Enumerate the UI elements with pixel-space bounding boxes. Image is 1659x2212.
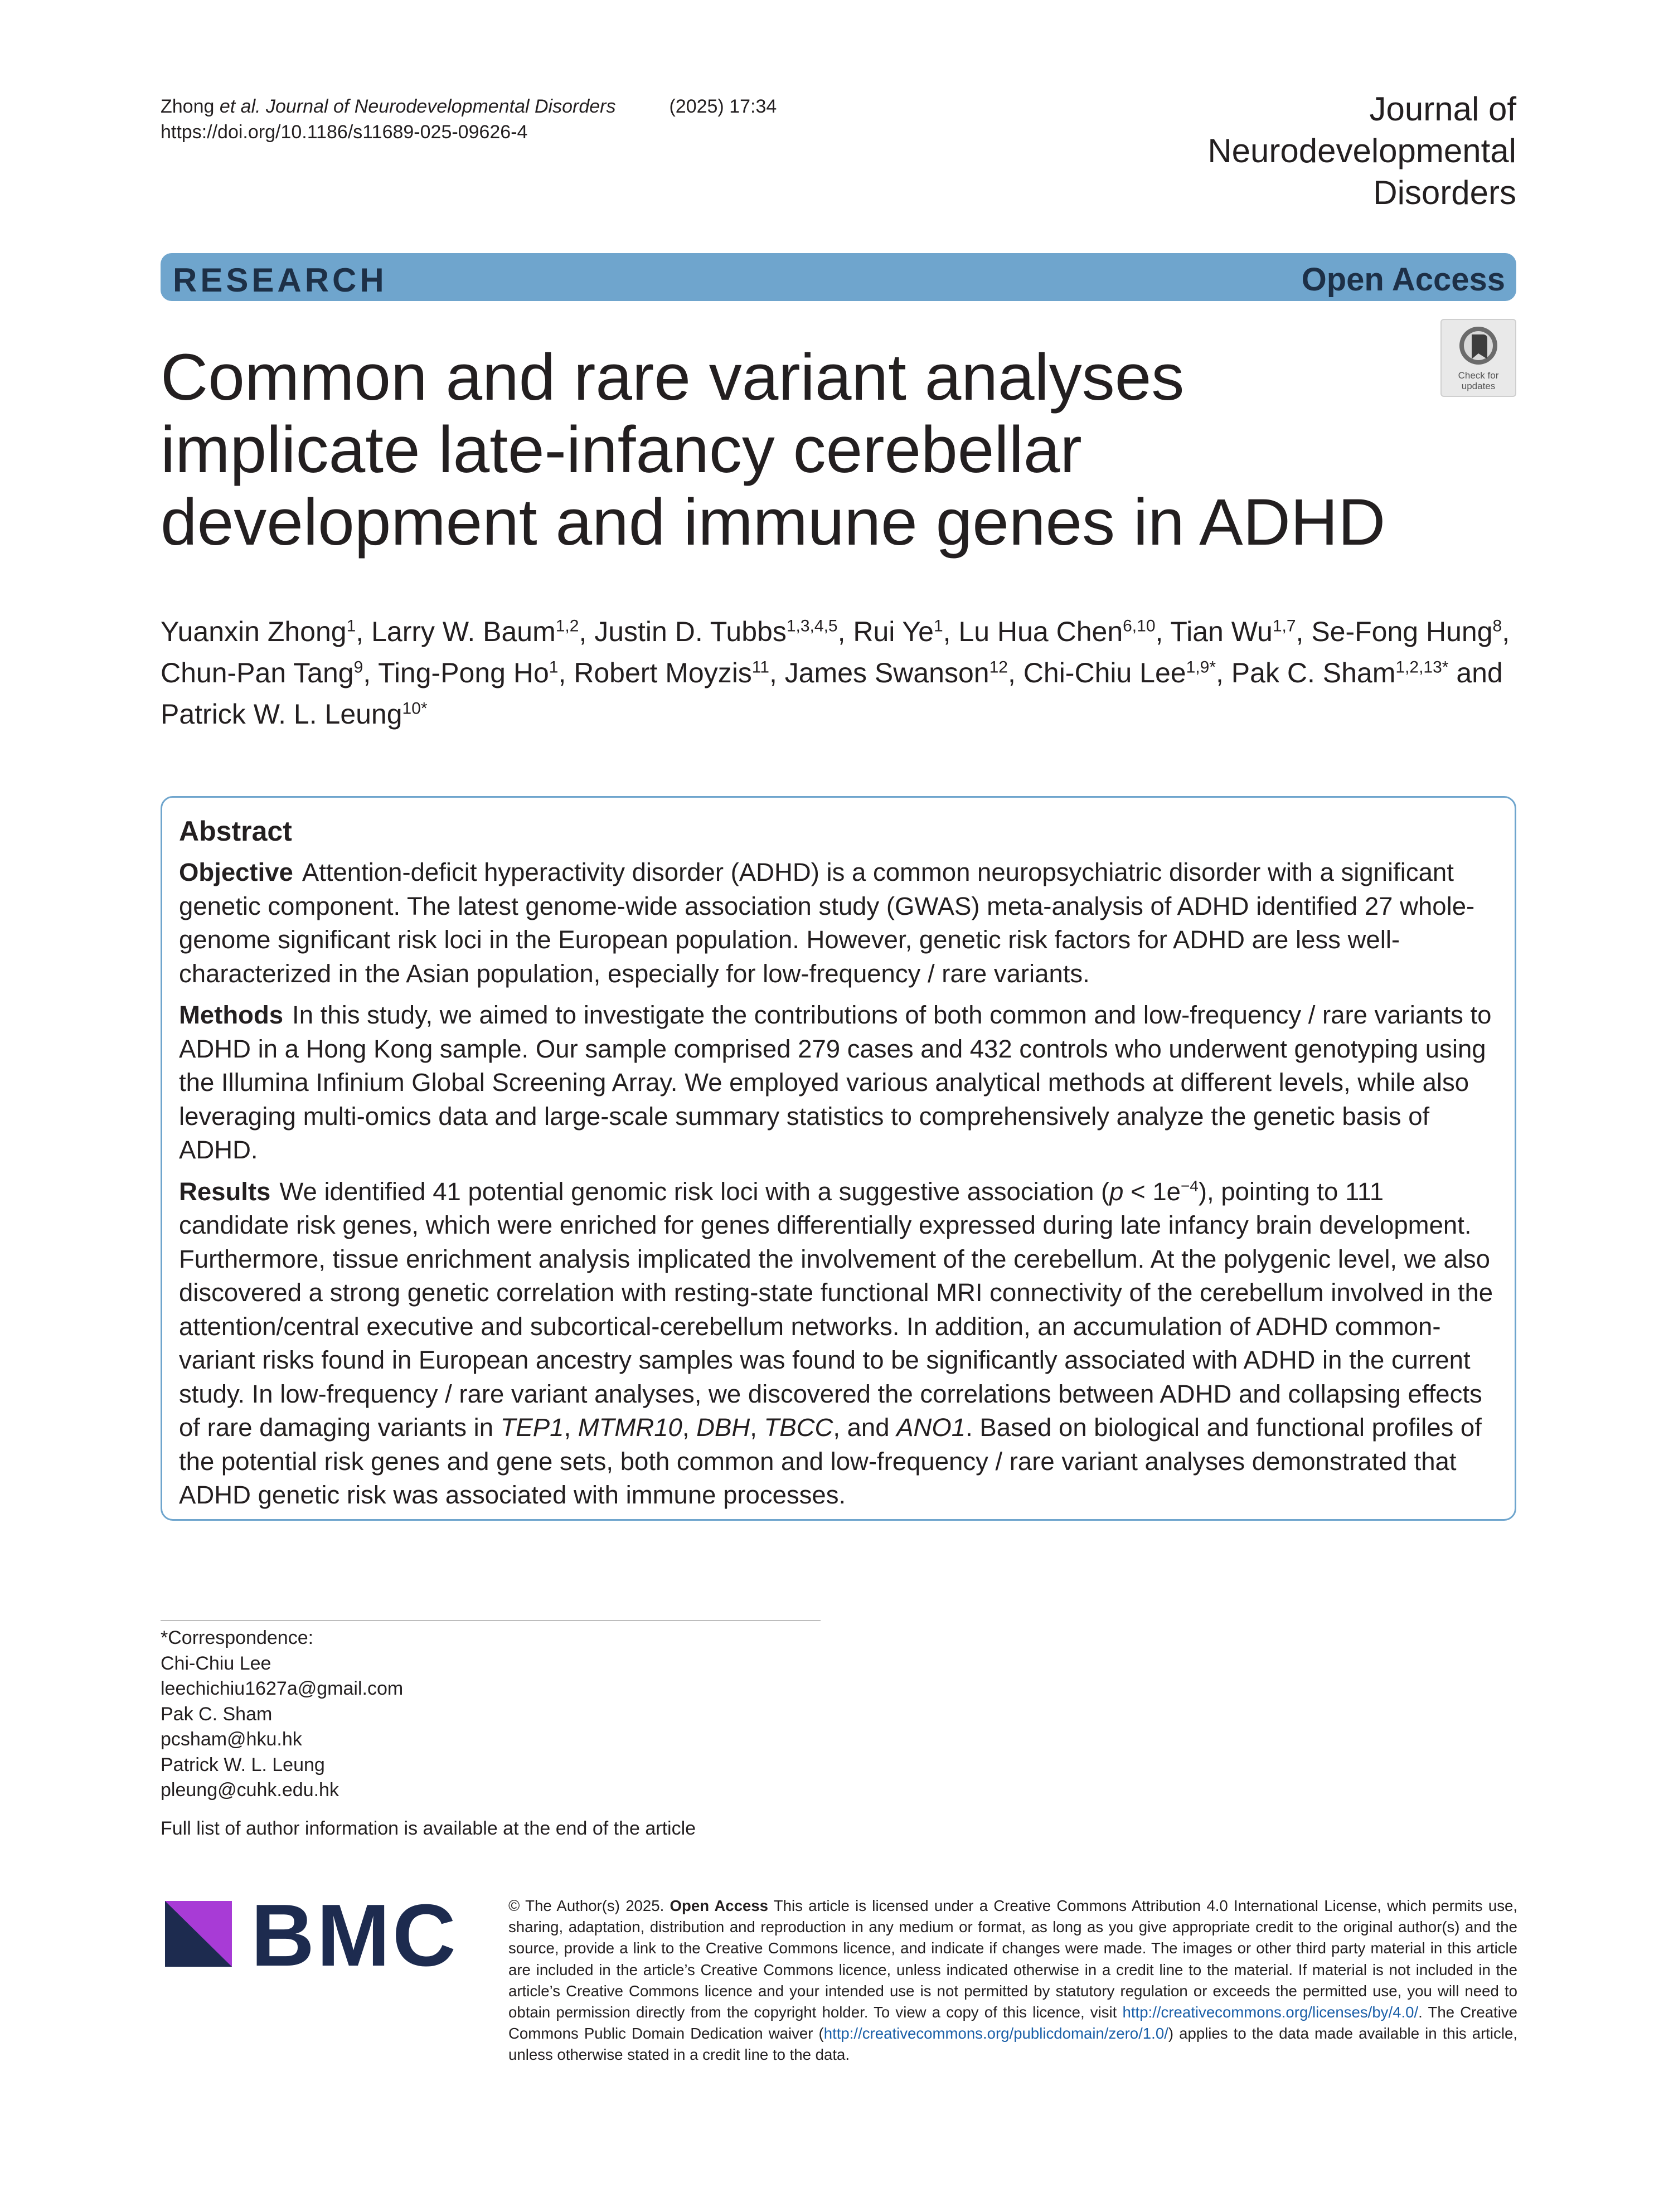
check-updates-text [1442, 370, 1515, 391]
correspondence-name: Pak C. Sham [161, 1703, 273, 1725]
author-separator: , [356, 616, 372, 647]
check-updates-icon [1442, 320, 1517, 370]
results-text: We identified 41 potential genomic risk loci with a suggestive association ( [279, 1177, 1110, 1206]
citation-volume: (2025) 17:34 [669, 96, 777, 117]
copyright: © The Author(s) 2025. [508, 1897, 664, 1914]
methods-text: In this study, we aimed to investigate the contributions of both common and low-frequency / rare variants to ADHD in a Hong Kong sample. Our sample comprised 279 cases and 432 controls who underwent genotyping using the Illumina Infinium Global Screening Array. We employed various analytical methods at different levels, while also leveraging multi-omics data and large-scale summary statistics to comprehensively analyze the genetic basis of ADHD. [179, 1001, 1492, 1164]
check-updates-line: updates [1461, 381, 1496, 391]
objective-text: Attention-deficit hyperactivity disorder (ADHD) is a common neuropsychiatric disorder with a significant genetic component. The latest genome-wide association study (GWAS) meta-analysis of ADHD identified 27 whole-genome significant risk loci in the European population. However, genetic risk factors for ADHD are less well-characterized in the Asian population, especially for low-frequency / rare variants. [179, 858, 1475, 988]
author-name: Chi-Chiu Lee [1023, 657, 1186, 688]
correspondence-name: Chi-Chiu Lee [161, 1652, 271, 1674]
results-text: . Based on biological and functional profiles of the potential risk genes and gene sets, both common and low-frequency / rare variant analyses demonstrated that ADHD genetic risk was associated with immune processes. [179, 1413, 1482, 1509]
author-name: Ting-Pong Ho [378, 657, 549, 688]
abstract-box [161, 796, 1516, 1521]
author-affiliation: 1,2,13* [1395, 658, 1449, 677]
author-affiliation: 11 [751, 658, 769, 677]
author-name: Larry W. Baum [371, 616, 556, 647]
author-affiliation: 1,2 [555, 617, 579, 636]
citation-journal: et al. Journal of Neurodevelopmental Disorders [219, 96, 616, 117]
journal-name [1207, 88, 1516, 214]
author-separator: , [558, 657, 574, 688]
results-text: ), pointing to 111 candidate risk genes, which were enriched for genes differentially expressed during late infancy brain development. Furthermore, tissue enrichment analysis implicated the involvement of the cerebellum. At the polygenic level, we also discovered a strong genetic correlation with resting-state functional MRI connectivity of the cerebellum involved in the attention/central executive and subcortical-cerebellum networks. In addition, an accumulation of ADHD common-variant risks found in European ancestry samples was found to be significantly associated with ADHD in the current study. In low-frequency / rare variant analyses, we discovered the correlations between ADHD and collapsing effects of rare damaging variants in [179, 1177, 1493, 1442]
license-open-access: Open Access [670, 1897, 768, 1914]
author-affiliation: 1,7 [1272, 617, 1296, 636]
results-text: < 1e [1123, 1177, 1181, 1206]
author-affiliation: 1 [346, 617, 356, 636]
abstract-objective [179, 856, 1496, 991]
methods-label: Methods [179, 1001, 284, 1029]
author-name: Robert Moyzis [574, 657, 752, 688]
author-separator: , [1296, 616, 1312, 647]
author-separator: , [363, 657, 379, 688]
section-banner [161, 253, 1516, 301]
open-access-label: Open Access [1301, 261, 1505, 298]
author-name: Patrick W. L. Leung [161, 698, 402, 730]
citation-line [161, 94, 777, 119]
correspondence-email[interactable]: leechichiu1627a@gmail.com [161, 1678, 404, 1699]
journal-name-line: Disorders [1373, 174, 1516, 211]
results-label: Results [179, 1177, 271, 1206]
results-sep: , [682, 1413, 697, 1442]
author-list [161, 611, 1526, 735]
gene-name: TBCC [764, 1413, 833, 1442]
journal-name-line: Journal of [1369, 90, 1516, 128]
results-exponent: −4 [1180, 1177, 1199, 1195]
gene-name: DBH [696, 1413, 750, 1442]
objective-label: Objective [179, 858, 293, 886]
bmc-logo-text: BMC [251, 1895, 458, 1968]
bmc-logo [162, 1895, 474, 1968]
author-name: Yuanxin Zhong [161, 616, 347, 647]
author-affiliation: 1 [933, 617, 943, 636]
results-sep: , [564, 1413, 578, 1442]
license-body: ) applies to the data made available in this article, unless otherwise stated in a credit line to the data. [508, 2025, 1517, 2064]
p-symbol: p [1109, 1177, 1124, 1206]
results-sep: , and [833, 1413, 897, 1442]
author-separator: , [1155, 616, 1171, 647]
author-affiliation: 1,3,4,5 [786, 617, 838, 636]
author-short: Zhong [161, 96, 215, 117]
waiver-link[interactable]: http://creativecommons.org/publicdomain/zero/1.0/ [823, 2025, 1168, 2043]
license-text [508, 1895, 1517, 2066]
author-separator: , [1502, 616, 1510, 647]
author-name: Justin D. Tubbs [594, 616, 787, 647]
article-title: Common and rare variant analyses implicate late-infancy cerebellar development and immune genes in ADHD [161, 341, 1386, 559]
gene-name: TEP1 [500, 1413, 564, 1442]
author-affiliation: 8 [1492, 617, 1502, 636]
author-separator: , [1007, 657, 1023, 688]
author-separator: and [1448, 657, 1503, 688]
author-separator: , [943, 616, 959, 647]
correspondence-name: Patrick W. L. Leung [161, 1754, 325, 1776]
article-meta [161, 94, 777, 145]
author-separator: , [579, 616, 595, 647]
author-name: Lu Hua Chen [958, 616, 1123, 647]
abstract-heading: Abstract [179, 816, 292, 847]
gene-name: ANO1 [896, 1413, 966, 1442]
author-affiliation: 10* [402, 699, 428, 718]
gene-name: MTMR10 [578, 1413, 682, 1442]
abstract-methods [179, 998, 1496, 1167]
author-separator: , [1216, 657, 1231, 688]
correspondence [161, 1626, 403, 1803]
correspondence-label: *Correspondence: [161, 1627, 314, 1648]
correspondence-email[interactable]: pleung@cuhk.edu.hk [161, 1779, 339, 1801]
author-separator: , [769, 657, 785, 688]
doi-link[interactable]: https://doi.org/10.1186/s11689-025-09626-4 [161, 122, 528, 143]
author-info-note: Full list of author information is available at the end of the article [161, 1818, 696, 1839]
abstract-results [179, 1175, 1496, 1512]
author-affiliation: 6,10 [1123, 617, 1156, 636]
author-name: James Swanson [784, 657, 989, 688]
check-updates-line: Check for [1458, 370, 1499, 381]
author-affiliation: 1,9* [1186, 658, 1216, 677]
author-name: Pak C. Sham [1231, 657, 1396, 688]
results-sep: , [750, 1413, 764, 1442]
author-affiliation: 9 [353, 658, 363, 677]
license-link[interactable]: http://creativecommons.org/licenses/by/4.0/ [1122, 2004, 1419, 2021]
correspondence-email[interactable]: pcsham@hku.hk [161, 1729, 302, 1750]
license-body: . The Creative Commons Public Domain Dedication waiver ( [508, 2004, 1517, 2043]
author-name: Rui Ye [853, 616, 934, 647]
author-name: Tian Wu [1170, 616, 1273, 647]
license-body: This article is licensed under a Creative Commons Attribution 4.0 International License, which permits use, sharing, adaptation, distribution and reproduction in any medium or format, as long as you give appropriate credit to the original author(s) and the source, provide a link to the Creative Commons licence, and indicate if changes were made. The images or other third party material in this article are included in the article’s Creative Commons licence, unless indicated otherwise in a credit line to the material. If material is not included in the article’s Creative Commons licence and your intended use is not permitted by statutory regulation or exceeds the permitted use, you will need to obtain permission directly from the copyright holder. To view a copy of this licence, visit [508, 1897, 1517, 2021]
journal-name-line: Neurodevelopmental [1207, 132, 1516, 169]
check-for-updates-button[interactable] [1440, 319, 1516, 397]
footnote-divider [161, 1620, 821, 1621]
author-name: Chun-Pan Tang [161, 657, 354, 688]
author-separator: , [837, 616, 853, 647]
author-name: Se-Fong Hung [1311, 616, 1493, 647]
section-label: RESEARCH [173, 261, 387, 299]
author-affiliation: 1 [549, 658, 559, 677]
author-affiliation: 12 [989, 658, 1008, 677]
